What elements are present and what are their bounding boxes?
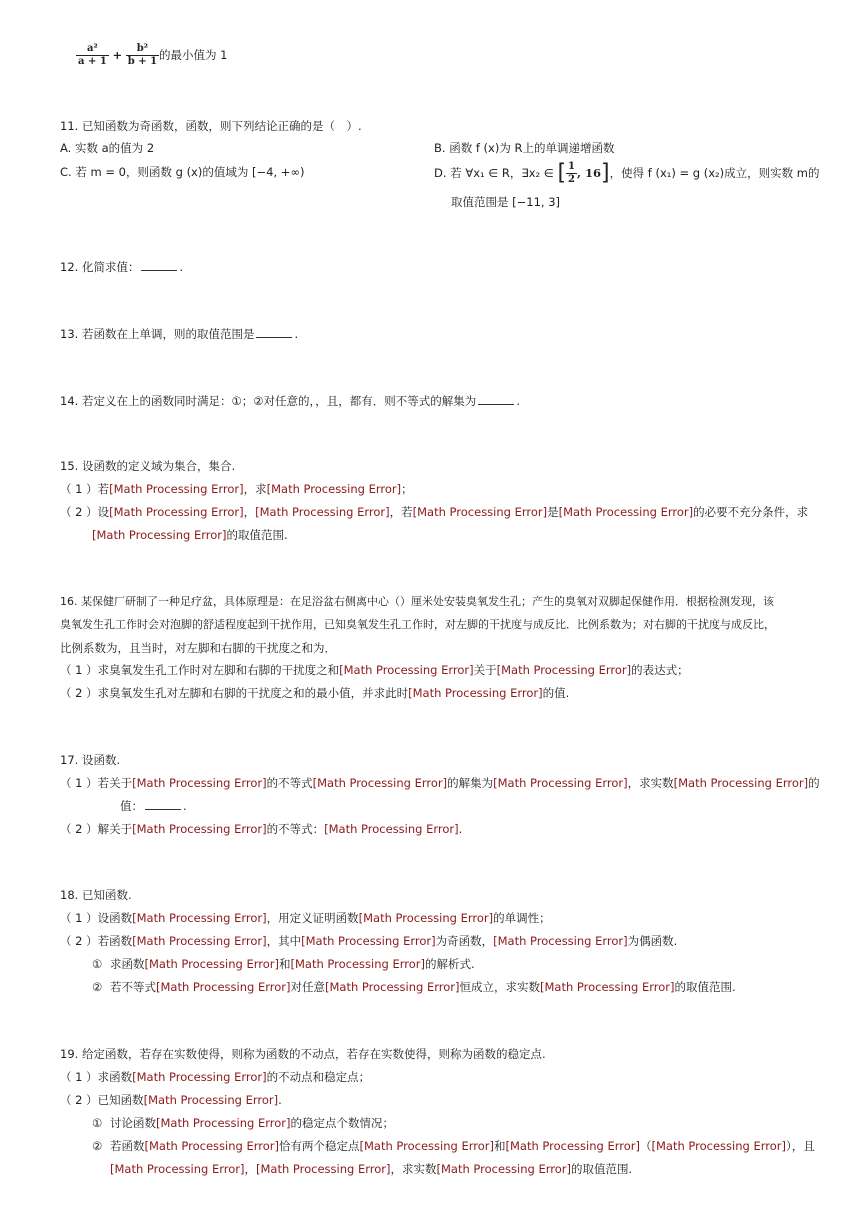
- q19-sub2: [92, 1138, 815, 1154]
- fraction-a: [76, 43, 109, 68]
- q19-stem: 19. 给定函数，若存在实数使得，则称为函数的不动点，若存在实数使得，则称为函数的稳定点.: [60, 1047, 546, 1061]
- text: 对任意: [290, 980, 325, 994]
- frac-num: 1: [568, 161, 575, 172]
- q17-stem: 17. 设函数.: [60, 753, 121, 767]
- q12-end: .: [179, 260, 184, 274]
- text: （ 1 ）设函数: [60, 911, 133, 925]
- text: （ 2 ）若函数: [60, 934, 133, 948]
- text: 的不等式：: [266, 822, 325, 836]
- text: .: [183, 799, 187, 813]
- text: ，其中: [266, 934, 302, 948]
- circled-number: ①: [92, 1116, 103, 1130]
- text: ，若: [389, 505, 413, 519]
- text: （ 2 ）已知函数: [60, 1093, 144, 1107]
- text: 的值.: [542, 686, 570, 700]
- q12-text: 12. 化简求值：: [60, 260, 140, 274]
- math-error: [Math Processing Error]: [132, 1070, 267, 1084]
- top-expression: [76, 40, 228, 70]
- q15-part2: [60, 504, 808, 520]
- frac-den: b + 1: [127, 56, 158, 67]
- text: ；: [401, 482, 413, 496]
- text: （: [640, 1139, 652, 1153]
- math-error: [Math Processing Error]: [132, 934, 267, 948]
- option-d-suffix: ，使得 f (x₁) = g (x₂)成立，则实数 m的: [609, 166, 820, 180]
- text: 和: [279, 957, 291, 971]
- math-error: [Math Processing Error]: [359, 1139, 494, 1153]
- math-error: [Math Processing Error]: [493, 776, 628, 790]
- math-error: [Math Processing Error]: [143, 1093, 279, 1107]
- q19-part1: [60, 1069, 370, 1085]
- q16-part1: [60, 662, 689, 678]
- text: .: [278, 1093, 282, 1107]
- text: 的解析式.: [425, 957, 475, 971]
- q16-part2: [60, 685, 569, 701]
- text: 的: [808, 776, 820, 790]
- math-error: [Math Processing Error]: [266, 482, 402, 496]
- text: ，用定义证明函数: [266, 911, 359, 925]
- text: 的不等式: [266, 776, 313, 790]
- fraction-b: [126, 43, 159, 68]
- math-error: [Math Processing Error]: [92, 528, 227, 542]
- q14: [60, 393, 520, 409]
- q16-line3: 比例系数为，且当时，对左脚和右脚的干扰度之和为．: [60, 641, 336, 655]
- option-d-prefix: D. 若 ∀x₁ ∈ R，∃x₂ ∈: [434, 166, 554, 180]
- frac-num: b²: [126, 43, 159, 56]
- q11-option-c: C. 若 m = 0，则函数 g (x)的值域为 [−4, +∞): [60, 165, 305, 179]
- q18-stem: 18. 已知函数.: [60, 888, 132, 902]
- answer-blank[interactable]: [256, 327, 292, 338]
- math-error: [Math Processing Error]: [505, 1139, 640, 1153]
- text: 恰有两个稳定点: [279, 1139, 360, 1153]
- text: （ 1 ）若关于: [60, 776, 133, 790]
- text: 是: [547, 505, 559, 519]
- q14-text: 14. 若定义在上的函数同时满足：①；②对任意的，，且，都有．则不等式的解集为: [60, 394, 477, 408]
- math-error: [Math Processing Error]: [144, 957, 279, 971]
- text: ），且: [786, 1139, 815, 1153]
- q18-part1: [60, 910, 551, 926]
- text: ，求: [243, 482, 267, 496]
- text: ，求实数: [627, 776, 674, 790]
- math-error: [Math Processing Error]: [558, 505, 694, 519]
- text: （ 2 ）解关于: [60, 822, 133, 836]
- q18-sub1: [92, 956, 475, 972]
- q18-part2: [60, 933, 677, 949]
- math-error: [Math Processing Error]: [256, 1162, 391, 1176]
- q15-part1: [60, 481, 413, 497]
- math-error: [Math Processing Error]: [673, 776, 809, 790]
- interval-tail: , 16: [577, 166, 602, 180]
- q18-sub2: [92, 979, 736, 995]
- text: 的单调性；: [493, 911, 551, 925]
- q19-sub1: [92, 1115, 394, 1131]
- q15-stem: 15. 设函数的定义域为集合，集合.: [60, 459, 236, 473]
- math-error: [Math Processing Error]: [325, 980, 460, 994]
- math-error: [Math Processing Error]: [339, 663, 474, 677]
- text: ，: [244, 1162, 256, 1176]
- math-error: [Math Processing Error]: [132, 911, 267, 925]
- q17-part1: [60, 775, 820, 791]
- q13-end: .: [294, 327, 299, 341]
- right-bracket: ]: [601, 160, 610, 186]
- math-error: [Math Processing Error]: [540, 980, 675, 994]
- math-error: [Math Processing Error]: [301, 934, 436, 948]
- frac-den: 2: [568, 174, 575, 185]
- math-error: [Math Processing Error]: [493, 934, 628, 948]
- math-error: [Math Processing Error]: [156, 1116, 291, 1130]
- math-error: [Math Processing Error]: [132, 776, 267, 790]
- text: （ 1 ）求臭氧发生孔工作时对左脚和右脚的干扰度之和: [60, 663, 340, 677]
- text: 求函数: [110, 957, 145, 971]
- q12: [60, 259, 183, 275]
- frac-den: a + 1: [78, 56, 107, 67]
- math-error: [Math Processing Error]: [324, 822, 459, 836]
- text: 的必要不充分条件，求: [693, 505, 809, 519]
- q16-line1: 16. 某保健厂研制了一种足疗盆，具体原理是：在足浴盆右侧离中心（）厘米处安装臭氧发生孔；产生的臭氧对双脚起保健作用．根据检测发现，该: [60, 595, 774, 608]
- text: 的稳定点个数情况；: [290, 1116, 394, 1130]
- q17-part1-cont: [120, 798, 187, 814]
- plus-sign: +: [112, 48, 123, 62]
- circled-number: ②: [92, 1139, 103, 1153]
- math-error: [Math Processing Error]: [110, 1162, 245, 1176]
- text: （ 1 ）若: [60, 482, 110, 496]
- math-error: [Math Processing Error]: [255, 505, 390, 519]
- q11-option-a: A. 实数 a的值为 2: [60, 141, 155, 155]
- math-error: [Math Processing Error]: [109, 505, 244, 519]
- answer-blank[interactable]: [145, 799, 181, 810]
- left-bracket: [: [557, 160, 567, 186]
- q11-stem: 11. 已知函数为奇函数，函数，则下列结论正确的是（ ）.: [60, 119, 362, 133]
- text: 的表达式；: [631, 663, 689, 677]
- math-error: [Math Processing Error]: [156, 980, 291, 994]
- math-error: [Math Processing Error]: [408, 686, 543, 700]
- q13: [60, 326, 298, 342]
- q16-line2: 臭氧发生孔工作时会对泡脚的舒适程度起到干扰作用，已知臭氧发生孔工作时，对左脚的干扰度与成反比．比例系数为；对右脚的干扰度与成反比，: [60, 618, 775, 631]
- text: （ 2 ）求臭氧发生孔对左脚和右脚的干扰度之和的最小值，并求此时: [60, 686, 409, 700]
- text: 若不等式: [110, 980, 156, 994]
- text: ，求实数: [390, 1162, 437, 1176]
- q14-end: .: [516, 394, 520, 408]
- text: .: [458, 822, 463, 836]
- top-suffix: 的最小值为 1: [159, 48, 228, 62]
- text: 的不动点和稳定点；: [266, 1070, 371, 1084]
- text: 和: [494, 1139, 506, 1153]
- q19-sub2-cont: [110, 1161, 632, 1177]
- math-error: [Math Processing Error]: [651, 1139, 786, 1153]
- q11-option-d: [434, 158, 820, 189]
- q11-option-d-line2: 取值范围是 [−11, 3]: [451, 195, 561, 209]
- math-error: [Math Processing Error]: [109, 482, 244, 496]
- fraction-half: [566, 161, 577, 186]
- math-error: [Math Processing Error]: [412, 505, 548, 519]
- math-error: [Math Processing Error]: [496, 663, 632, 677]
- text: 关于: [473, 663, 497, 677]
- math-error: [Math Processing Error]: [312, 776, 448, 790]
- q11-option-b: B. 函数 f (x)为 R上的单调递增函数: [434, 141, 615, 155]
- text: 的取值范围.: [571, 1162, 633, 1176]
- math-error: [Math Processing Error]: [358, 911, 494, 925]
- frac-num: a²: [76, 43, 109, 56]
- text: ，: [243, 505, 256, 519]
- text: 若函数: [110, 1139, 145, 1153]
- q19-part2: [60, 1092, 282, 1108]
- circled-number: ②: [92, 980, 103, 994]
- text: 为奇函数，: [435, 934, 494, 948]
- answer-blank[interactable]: [141, 260, 177, 271]
- text: 的取值范围.: [674, 980, 736, 994]
- math-error: [Math Processing Error]: [132, 822, 267, 836]
- circled-number: ①: [92, 957, 103, 971]
- math-error: [Math Processing Error]: [290, 957, 425, 971]
- text: 的取值范围.: [226, 528, 288, 542]
- q15-part2-cont: [92, 527, 288, 543]
- text: （ 2 ）设: [60, 505, 110, 519]
- text: 的解集为: [447, 776, 494, 790]
- math-error: [Math Processing Error]: [436, 1162, 571, 1176]
- text: 讨论函数: [110, 1116, 156, 1130]
- text: （ 1 ）求函数: [60, 1070, 133, 1084]
- math-error: [Math Processing Error]: [144, 1139, 279, 1153]
- answer-blank[interactable]: [478, 394, 514, 405]
- text: 为偶函数.: [627, 934, 678, 948]
- q13-text: 13. 若函数在上单调，则的取值范围是: [60, 327, 255, 341]
- text: 恒成立，求实数: [459, 980, 540, 994]
- q17-part2: [60, 821, 462, 837]
- text: 值：: [120, 799, 143, 813]
